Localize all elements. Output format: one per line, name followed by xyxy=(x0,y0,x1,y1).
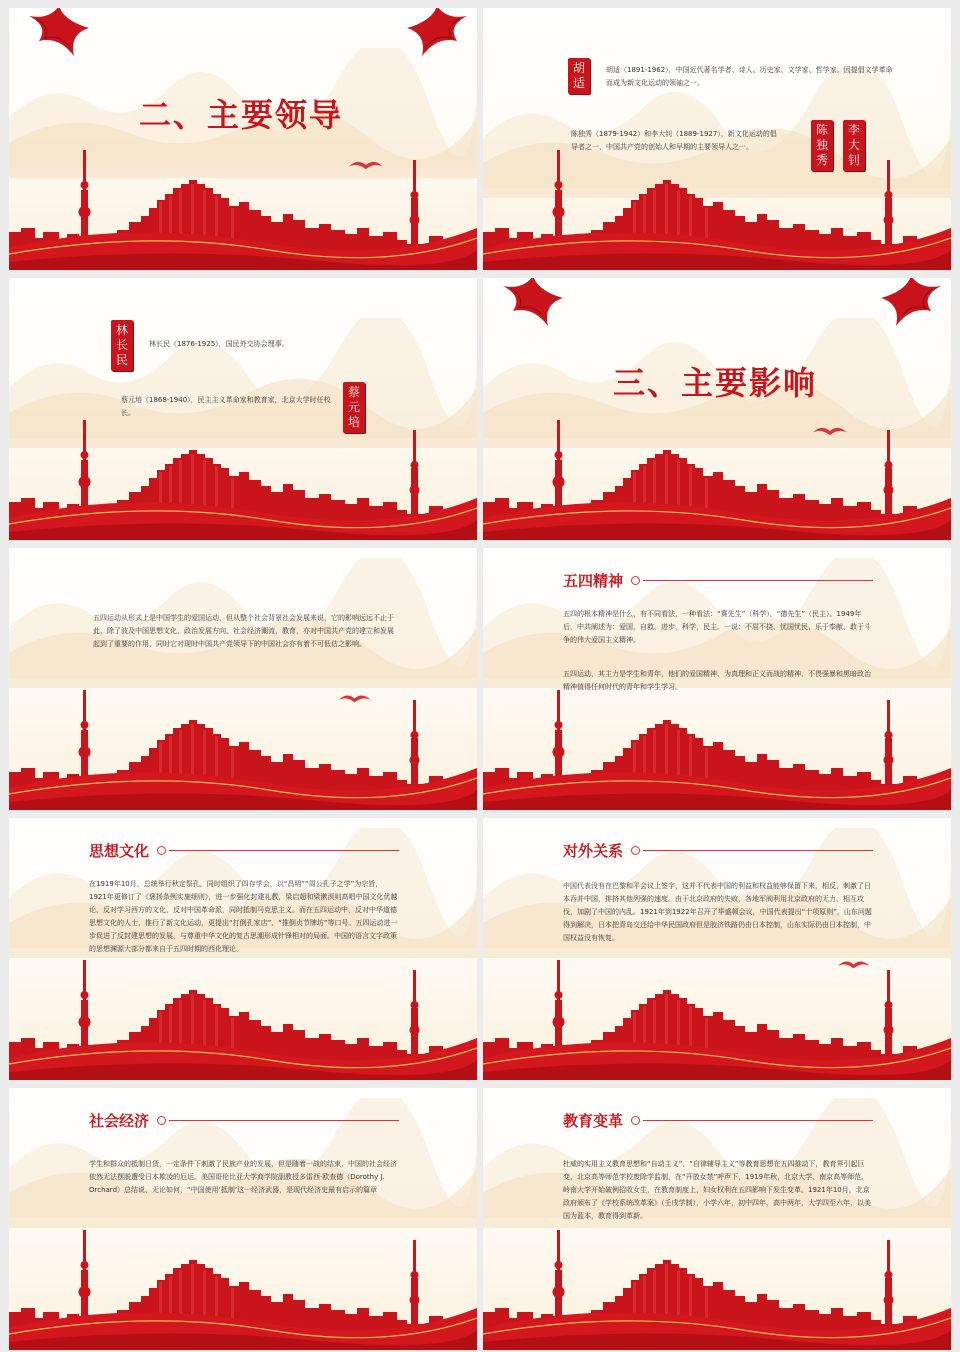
section-title: 三、主要影响 xyxy=(613,364,818,402)
slide-8 xyxy=(483,818,951,1080)
body-text: 中国代表没有在巴黎和平会议上签字，这并不代表中国的利益和权益能够保留下来，相反，刺激了日本吞并中国，排挤其他列强的速度。由于北京政府的失败，各地军阀利用北京政府的无力，相互攻伐，加剧了中国的内乱。1921年到1922年召开了华盛顿会议，中国代表提出“十项原则”，山东问题得到解决，日本把青岛交还给中华民国政府但是胶济铁路仍由日本控制，山东实际仍由日本控制，中国权益没有恢复。 xyxy=(563,882,872,942)
name-tag-lin-changmin: 林长民 xyxy=(111,320,133,371)
heading-line xyxy=(169,1120,399,1121)
section-title: 二、主要领导 xyxy=(139,96,344,134)
heading-line xyxy=(643,850,873,851)
heading-dot xyxy=(157,846,166,855)
section-heading: 五四精神 xyxy=(563,572,624,590)
bio-hu-shi: 胡适（1891-1962），中国近代著名学者、诗人、历史家、文学家、哲学家。因提倡文学革命而成为新文化运动的领袖之一。 xyxy=(606,66,893,87)
city-skyline xyxy=(9,420,477,540)
section-heading: 社会经济 xyxy=(89,1112,150,1130)
bio-chen-li: 陈独秀（1879-1942）和李大钊（1889-1927），新文化运动的倡导者之一，中国共产党的创始人和早期的主要领导人之一。 xyxy=(571,130,777,151)
bio-lin-changmin: 林长民（1876-1925），国民外交协会理事。 xyxy=(149,340,289,348)
slide-5 xyxy=(9,548,477,810)
heading-dot xyxy=(631,576,640,585)
slide-4 xyxy=(483,278,951,540)
section-heading: 对外关系 xyxy=(563,842,624,860)
heading-dot xyxy=(631,1116,640,1125)
city-skyline xyxy=(483,1230,951,1350)
name-tag-hu-shi: 胡适 xyxy=(568,58,590,94)
slide-7 xyxy=(9,818,477,1080)
city-skyline xyxy=(483,150,951,270)
slide-2 xyxy=(483,8,951,270)
heading-dot xyxy=(631,846,640,855)
city-skyline xyxy=(9,690,477,810)
bio-cai-yuanpei: 蔡元培（1868-1940），民主主义革命家和教育家，北京大学时任校长。 xyxy=(121,396,331,417)
heading-line xyxy=(643,580,873,581)
city-skyline xyxy=(483,420,951,540)
ribbon-right xyxy=(861,278,951,328)
slide-1 xyxy=(9,8,477,270)
city-skyline xyxy=(483,690,951,810)
city-skyline xyxy=(9,1230,477,1350)
slide-3 xyxy=(9,278,477,540)
body-text: 学生和群众的抵制日货，一定条件下刺激了民族产业的发展，但是随着一战的结束，中国的社会经济依然无法摆脱遭受日本欺凌的厄运。美国哥伦比亚大学商学院副教授多雷西·欧查德（Dorothy J. Orchard）总结说，无论如何，“中国使用‘抵制’这一经济武器，是现代经济史最有启示的篇章 xyxy=(89,1160,397,1194)
name-tag-chen-duxiu: 陈独秀 xyxy=(811,120,833,171)
paragraph-1: 五四的根本精神是什么，有不同看法，一种看法：“赛先生”（科学），“德先生”（民主）。1949年后，中共阐述为：爱国，自救，进步，科学，民主。一说：不屈不挠、忧国忧民、乐于奉献、敢于斗争的伟大爱国主义精神。 xyxy=(563,610,871,644)
section-heading: 教育变革 xyxy=(563,1112,624,1130)
heading-dot xyxy=(157,1116,166,1125)
ribbon-left xyxy=(493,278,573,328)
name-tag-cai-yuanpei: 蔡元培 xyxy=(343,382,365,433)
name-tag-li-dazhao: 李大钊 xyxy=(843,120,865,171)
heading-line xyxy=(169,850,399,851)
city-skyline xyxy=(483,960,951,1080)
slide-10 xyxy=(483,1088,951,1350)
ribbon-left xyxy=(19,8,99,58)
city-skyline xyxy=(9,960,477,1080)
ribbon-right xyxy=(387,8,477,58)
body-text: 杜威的实用主义教育思想和“自动主义”、“自律辅导主义”等教育思想在五四推动下，教育界引起巨变，北京高等师范学校废除学监制，在“开放女禁”呼声下，1919年秋，北京大学、南京高等师范、岭南大学开始破例招收女生，在教育制度上，妇女权利在五四影响下发生变革。1921年10月，北京政府颁布了《学校系统改革案》（壬戌学制），小学六年，初中四年，高中两年，大学四至六年，以美国为蓝本，教育得到革新。 xyxy=(563,1160,871,1220)
heading-line xyxy=(643,1120,873,1121)
paragraph-2: 五四运动，其主力是学生和青年，他们的爱国精神、为真理和正义而战的精神、不畏强暴和黑暗政治精神值得任何时代的青年和学生学习。 xyxy=(563,670,871,691)
city-skyline xyxy=(9,150,477,270)
slide-9 xyxy=(9,1088,477,1350)
section-heading: 思想文化 xyxy=(89,842,150,860)
slide-6 xyxy=(483,548,951,810)
body-text: 在1919年10月，总统举行秋定祭孔，同时组织了四存学会，以“昌明”“周公孔子之学”为宗旨，1921年更修订了《褒扬条例实施细则》，进一步强化封建礼教，梁启超和梁漱溟则高唱中国文化优越论，反对学习西方的文化，反对中国革命派，同时抵制马克思主义。而在五四运动中，反对中华道德思想文化的人士，推行了新文化运动，更提出“打倒孔家店”、“推倒贞节牌坊”等口号。五四运动进一步促进了反封建思想的发展，与尊重中华文化的复古思潮形成针锋相对的局面。中国的语言文字政策的思想渊源大部分都来自于五四时期的西化理论。 xyxy=(89,880,398,953)
body-text: 五四运动从形式上是中国学生的爱国运动，但从整个社会背景社会发展来说，它的影响远远不止于此，除了波及中国思想文化，政治发展方向，社会经济潮流，教育，亦对中国共产党的建立和发展起到了重要的作用，同时它对现时中国共产党领导下的中国社会亦有着不可低估之影响。 xyxy=(93,614,394,648)
